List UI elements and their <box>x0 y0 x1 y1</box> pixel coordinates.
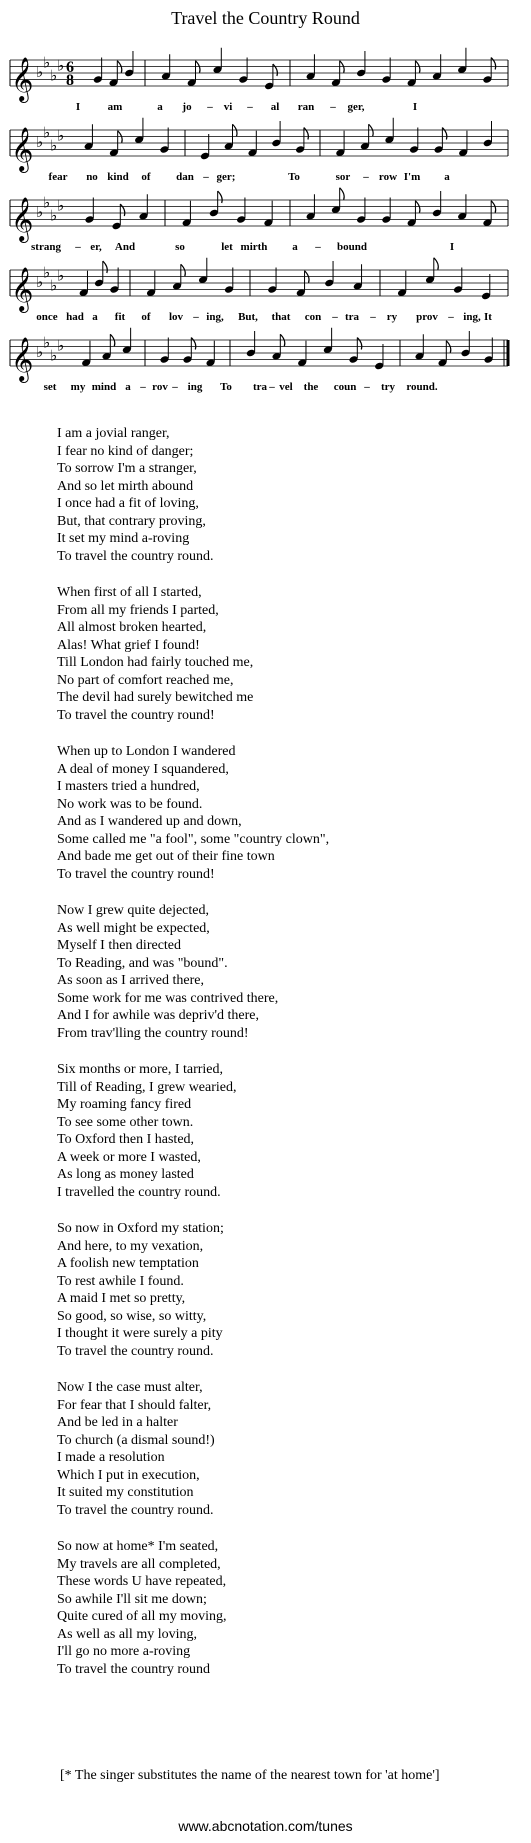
note-flag <box>434 258 439 270</box>
verse-line: Some work for me was contrived there, <box>57 990 279 1006</box>
verse-line: As long as money lasted <box>57 1167 194 1182</box>
lyric-syllable: I'm <box>403 171 421 183</box>
lyric-syllable: a <box>444 171 450 183</box>
lyric-syllable: It <box>484 311 492 323</box>
lyric-syllable: – <box>75 241 81 253</box>
lyric-syllable: I <box>75 101 81 113</box>
verse-line: I travelled the country round. <box>57 1184 221 1200</box>
treble-clef-icon: 𝄞 <box>11 127 34 171</box>
lyric-syllable: that <box>271 311 291 323</box>
flat-sign-icon: ♭ <box>36 133 44 151</box>
lyric-syllable: ing <box>187 381 203 393</box>
verse-line: From all my friends I parted, <box>57 602 219 618</box>
verse-line: A foolish new temptation <box>57 1256 199 1271</box>
verse-line: And be led in a halter <box>57 1415 178 1430</box>
lyric-syllable: a <box>157 101 163 113</box>
verse-line: I once had a fit of loving, <box>57 496 199 511</box>
lyric-syllable: – <box>207 101 213 113</box>
lyric-syllable: ry <box>386 311 398 323</box>
verse-line: Six months or more, I tarried, <box>57 1062 224 1077</box>
verse-line: I am a jovial ranger, <box>57 426 170 441</box>
footnote: [* The singer substitutes the name of the nearest town for 'at home'] <box>60 1768 440 1783</box>
lyric-syllable: I <box>449 241 455 253</box>
lyric-syllable: And <box>114 241 136 253</box>
lyric-syllable: – <box>363 171 369 183</box>
time-signature-top: 6 <box>66 59 74 76</box>
verse-line: And as I wandered up and down, <box>57 814 242 829</box>
lyric-syllable: ger, <box>347 101 365 113</box>
verse-line: Till of Reading, I grew wearied, <box>57 1079 237 1095</box>
lyric-syllable: kind <box>107 171 129 183</box>
flat-sign-icon: ♭ <box>43 263 51 282</box>
lyric-syllable: – <box>448 311 454 323</box>
verse <box>57 1379 507 1519</box>
verse <box>57 743 507 883</box>
flat-sign-icon: ♭ <box>36 343 44 361</box>
flat-sign-icon: ♭ <box>57 126 65 145</box>
lyric-syllable: bound <box>337 241 367 253</box>
verse-line: A deal of money I squandered, <box>57 761 229 777</box>
lyric-syllable: er, <box>90 241 102 253</box>
verse-line: Till London had fairly touched me, <box>57 655 254 670</box>
flat-sign-icon: ♭ <box>50 346 58 365</box>
verse-line: To Reading, and was "bound". <box>57 955 228 971</box>
note-flag <box>340 188 345 200</box>
verse-line: And I for awhile was depriv'd there, <box>57 1008 259 1023</box>
verse-line: A maid I met so pretty, <box>57 1291 186 1306</box>
lyric-syllable: vi <box>223 101 233 113</box>
flat-sign-icon: ♭ <box>50 66 58 85</box>
note-flag <box>304 128 309 140</box>
verse-line: My travels are all completed, <box>57 1556 221 1572</box>
verse-line: When up to London I wandered <box>57 744 236 759</box>
flat-sign-icon: ♭ <box>57 56 65 75</box>
lyric-syllable: I <box>412 101 418 113</box>
lyric-syllable: a <box>292 241 298 253</box>
lyric-syllable: To <box>288 171 300 183</box>
lyric-syllable: fit <box>114 311 126 323</box>
lyric-syllable: am <box>107 101 123 113</box>
lyric-syllable: – <box>364 381 370 393</box>
verse-line: And bade me get out of their fine town <box>57 849 275 864</box>
verse-line: But, that contrary proving, <box>57 513 206 529</box>
final-barline <box>507 340 510 366</box>
lyric-syllable: prov <box>416 311 438 323</box>
lyric-syllable: the <box>303 381 319 393</box>
lyric-syllable: no <box>86 171 98 183</box>
verse-line: As soon as I arrived there, <box>57 973 204 988</box>
verse-line: To Oxford then I hasted, <box>57 1132 195 1147</box>
lyric-syllable: of <box>141 171 151 183</box>
verse-line: Now I grew quite dejected, <box>57 903 209 918</box>
treble-clef-icon: 𝄞 <box>11 57 34 101</box>
verse <box>57 584 507 724</box>
verse-line: Alas! What grief I found! <box>57 637 200 653</box>
treble-clef-icon: 𝄞 <box>11 197 34 241</box>
lyric-syllable: try <box>380 381 396 393</box>
lyric-syllable: – <box>172 381 178 393</box>
time-signature-bottom: 8 <box>66 72 74 89</box>
flat-sign-icon: ♭ <box>43 123 51 142</box>
site-url: www.abcnotation.com/tunes <box>178 1818 353 1834</box>
lyric-syllable: round. <box>406 381 438 393</box>
verse-line: For fear that I should falter, <box>57 1397 212 1413</box>
flat-sign-icon: ♭ <box>36 273 44 291</box>
verse-line: I made a resolution <box>57 1450 165 1465</box>
verse-line: When first of all I started, <box>57 585 202 600</box>
flat-sign-icon: ♭ <box>43 53 51 72</box>
lyric-syllable: ing, <box>206 311 224 323</box>
note-flag <box>273 64 278 76</box>
lyric-syllable: – <box>315 241 321 253</box>
flat-sign-icon: ♭ <box>50 206 58 225</box>
note-flag <box>218 191 223 203</box>
lyric-syllable: – <box>140 381 146 393</box>
lyric-syllable: my <box>70 381 86 393</box>
verse-line: No work was to be found. <box>57 796 203 812</box>
verse-line: To rest awhile I found. <box>57 1273 184 1289</box>
verse-line: So good, so wise, so witty, <box>57 1308 207 1324</box>
verse-line: I thought it were surely a pity <box>57 1326 223 1341</box>
verse-line: The devil had surely bewitched me <box>57 690 254 705</box>
lyric-syllable: – <box>269 381 275 393</box>
lyric-syllable: ger; <box>216 171 236 183</box>
verse-line: To church (a dismal sound!) <box>57 1432 215 1448</box>
lyric-syllable: of <box>141 311 151 323</box>
verse <box>57 1061 507 1201</box>
sheet-music <box>0 42 531 427</box>
lyrics-verses <box>57 425 507 1697</box>
lyric-syllable: But, <box>238 311 258 323</box>
note-flag <box>120 204 125 216</box>
flat-sign-icon: ♭ <box>50 276 58 295</box>
lyric-syllable: a <box>92 311 98 323</box>
lyric-syllable: To <box>220 381 232 393</box>
lyric-syllable: coun <box>333 381 357 393</box>
lyric-syllable: once <box>36 311 58 323</box>
verse-line: As well might be expected, <box>57 920 210 936</box>
lyric-syllable: fear <box>48 171 68 183</box>
note-flag <box>191 338 196 350</box>
lyric-syllable: jo <box>182 101 192 113</box>
lyric-syllable: vel <box>279 381 293 393</box>
flat-sign-icon: ♭ <box>57 196 65 215</box>
verse-line: To travel the country round! <box>57 866 215 882</box>
lyric-syllable: set <box>43 381 57 393</box>
lyric-syllable: sor <box>335 171 351 183</box>
note-flag <box>357 338 362 350</box>
lyric-syllable: dan <box>176 171 194 183</box>
verse-line: Quite cured of all my moving, <box>57 1609 227 1624</box>
verse-line: To travel the country round. <box>57 548 214 564</box>
lyric-syllable: lov <box>168 311 184 323</box>
verse <box>57 902 507 1042</box>
lyric-syllable: al <box>270 101 280 113</box>
verse-line: All almost broken hearted, <box>57 620 207 635</box>
verse-line: So now at home* I'm seated, <box>57 1539 219 1554</box>
verse-line: It set my mind a-roving <box>57 531 190 546</box>
verse-line: To see some other town. <box>57 1114 194 1130</box>
verse-line: And here, to my vexation, <box>57 1238 204 1254</box>
verse-line: To travel the country round <box>57 1661 210 1677</box>
flat-sign-icon: ♭ <box>57 266 65 285</box>
lyric-syllable: mirth <box>240 241 268 253</box>
flat-sign-icon: ♭ <box>50 136 58 155</box>
verse-line: From trav'lling the country round! <box>57 1025 249 1041</box>
lyric-syllable: – <box>193 311 199 323</box>
lyric-syllable: – <box>247 101 253 113</box>
lyric-syllable: had <box>66 311 84 323</box>
note-flag <box>442 128 447 140</box>
verse-line: To travel the country round. <box>57 1502 214 1518</box>
verse-line: And so let mirth abound <box>57 478 194 494</box>
verse-line: Some called me "a fool", some "country clown", <box>57 831 330 847</box>
verse <box>57 425 507 565</box>
lyric-syllable: mind <box>91 381 117 393</box>
treble-clef-icon: 𝄞 <box>11 337 34 381</box>
verse-line: To travel the country round. <box>57 1343 214 1359</box>
verse <box>57 1538 507 1678</box>
verse-line: My roaming fancy fired <box>57 1097 192 1112</box>
lyric-syllable: rov <box>152 381 168 393</box>
lyric-syllable: let <box>221 241 233 253</box>
verse-line: To sorrow I'm a stranger, <box>57 461 197 476</box>
lyric-syllable: – <box>332 311 338 323</box>
lyric-syllable: con <box>304 311 322 323</box>
lyric-syllable: ran <box>297 101 315 113</box>
verse-line: No part of comfort reached me, <box>57 672 234 688</box>
verse-line: I'll go no more a-roving <box>57 1644 191 1659</box>
verse-line: It suited my constitution <box>57 1485 194 1500</box>
verse-line: So now in Oxford my station; <box>57 1221 224 1236</box>
flat-sign-icon: ♭ <box>36 203 44 221</box>
flat-sign-icon: ♭ <box>43 193 51 212</box>
flat-sign-icon: ♭ <box>57 336 65 355</box>
verse-line: A week or more I wasted, <box>57 1149 201 1165</box>
lyric-syllable: – <box>330 101 336 113</box>
song-title: Travel the Country Round <box>171 8 360 28</box>
lyric-syllable: row <box>378 171 398 183</box>
flat-sign-icon: ♭ <box>36 63 44 81</box>
lyric-syllable: strang <box>31 241 61 253</box>
treble-clef-icon: 𝄞 <box>11 267 34 311</box>
flat-sign-icon: ♭ <box>43 333 51 352</box>
note-flag <box>103 261 108 273</box>
lyric-syllable: tra <box>252 381 268 393</box>
lyric-syllable: – <box>370 311 376 323</box>
verse <box>57 1220 507 1360</box>
note-flag <box>491 58 496 70</box>
verse-line: So awhile I'll sit me down; <box>57 1591 207 1607</box>
lyric-syllable: – <box>203 171 209 183</box>
lyric-syllable: ing, <box>463 311 481 323</box>
verse-line: To travel the country round! <box>57 707 215 723</box>
verse-line: Myself I then directed <box>57 938 182 953</box>
verse-line: As well as all my loving, <box>57 1626 197 1642</box>
lyric-syllable: so <box>175 241 185 253</box>
verse-line: I fear no kind of danger; <box>57 443 194 459</box>
verse-line: I masters tried a hundred, <box>57 779 200 794</box>
lyric-syllable: a <box>125 381 131 393</box>
verse-line: Which I put in execution, <box>57 1467 200 1483</box>
verse-line: These words U have repeated, <box>57 1574 227 1589</box>
verse-line: Now I the case must alter, <box>57 1380 203 1395</box>
lyric-syllable: tra <box>344 311 360 323</box>
